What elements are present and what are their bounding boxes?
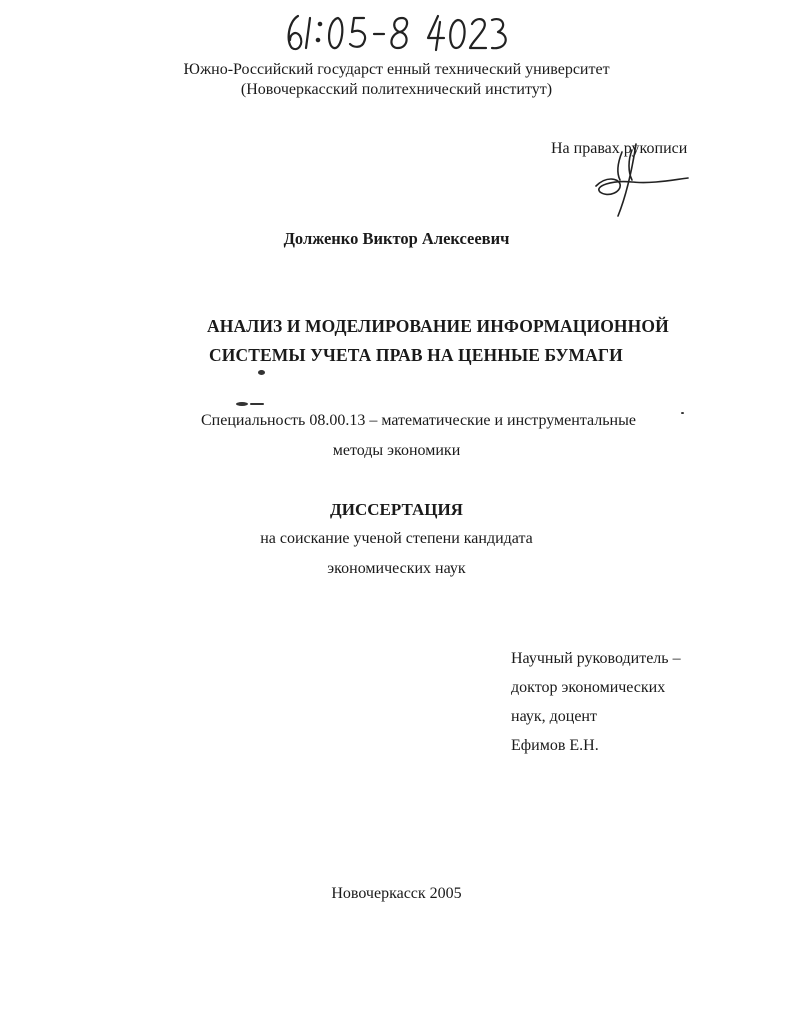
scan-speck <box>681 412 684 414</box>
supervisor-line-1: Научный руководитель – <box>511 650 681 667</box>
title-line-1: АНАЛИЗ И МОДЕЛИРОВАНИЕ ИНФОРМАЦИОННОЙ <box>207 316 669 336</box>
work-type: ДИССЕРТАЦИЯ <box>330 500 463 519</box>
institution-line-1: Южно-Российский государст енный технический университет <box>183 61 610 78</box>
institution-line-2: (Новочеркасский политехнический институт) <box>240 81 553 98</box>
handwritten-archive-number <box>280 8 520 60</box>
scan-speck <box>236 402 248 406</box>
place-year: Новочеркасск 2005 <box>331 885 462 902</box>
manuscript-note: На правах рукописи <box>551 140 688 157</box>
scan-speck <box>250 403 264 405</box>
supervisor-line-3: наук, доцент <box>511 708 597 725</box>
scan-speck <box>258 370 265 375</box>
degree-line-2: экономических наук <box>327 560 466 577</box>
specialty-line-2: методы экономики <box>332 442 461 459</box>
author-name: Долженко Виктор Алексеевич <box>283 229 510 248</box>
signature <box>592 140 692 220</box>
supervisor-line-2: доктор экономических <box>511 679 666 696</box>
title-line-2: СИСТЕМЫ УЧЕТА ПРАВ НА ЦЕННЫЕ БУМАГИ <box>209 345 623 365</box>
degree-line-1: на соискание ученой степени кандидата <box>260 530 533 547</box>
supervisor-line-4: Ефимов Е.Н. <box>511 737 599 754</box>
specialty-line-1: Специальность 08.00.13 – математические и инструментальные <box>201 412 636 429</box>
